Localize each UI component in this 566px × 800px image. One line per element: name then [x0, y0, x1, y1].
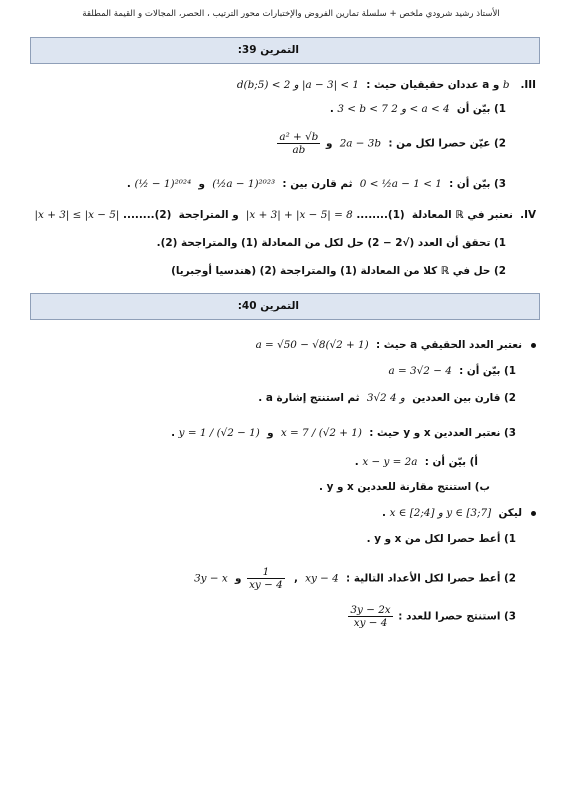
ex40-q3a-end: .	[354, 456, 359, 468]
inequality-2: |x + 3| ≤ |x − 5|	[34, 209, 120, 221]
part4-q1-text: 1) تحقق أن العدد (√2 − 2) حل لكل من المعادلة (1) والمتراجحة (2).	[156, 237, 506, 249]
ex40-q1-label: 1) بيّن أن :	[459, 365, 516, 377]
ex40-s3-fraction-denominator: xy − 4	[353, 617, 388, 629]
ex40-q3-label: 3) نعتبر العددين x و y حيث :	[369, 427, 516, 439]
part3-intro-text: و a عددان حقيقيان حيث :	[366, 79, 500, 91]
ex40-q3-end: .	[171, 427, 176, 439]
q1-end: .	[329, 103, 334, 115]
ex40-q3a	[355, 455, 478, 469]
ex40-q3a-label: أ) بيّن أن :	[424, 456, 478, 468]
ex40-s2: 2) أعط حصرا لكل الأعداد التالية : xy − 4 , $\frac{1}{xy - 4}$ و 3y − x	[194, 566, 516, 591]
bullet-1	[531, 343, 536, 348]
ex40-s2-expr-3: 3y − x	[194, 572, 228, 585]
q2-fraction-numerator: a² + √b	[279, 131, 319, 143]
page-header	[30, 9, 552, 25]
ex40-s3-fraction-numerator: 3y − 2x	[350, 604, 391, 616]
ex40-b2-end: .	[381, 507, 386, 519]
ex40-intro-text: نعتبر العدد الحقيقي a حيث :	[375, 339, 522, 351]
ex40-b2-math: x ∈ [2;4] و y ∈ [3;7]	[389, 507, 492, 519]
ex40-s2-expr-1: xy − 4	[305, 572, 339, 585]
ex40-s2-fraction	[247, 566, 285, 591]
part4-and-inequality: و المتراجحة	[178, 209, 239, 221]
ex40-s1	[367, 532, 516, 546]
ex39-part4-q2	[171, 264, 506, 278]
q2-fraction-denominator: ab	[292, 144, 306, 156]
header-text: الأستاذ رشيد شرودي ملخص + سلسلة تمارين الفروض والإختبارات محور الترتيب ، الحصر، المجالات و القيمة المطلقة	[82, 9, 500, 19]
q3-then: ثم قارن بين :	[282, 178, 353, 190]
part4-intro-text: نعتبر في ℝ المعادلة	[411, 209, 513, 221]
part3-number: III.	[520, 79, 536, 91]
ex40-s3	[346, 604, 516, 629]
ex40-s1-text: 1) أعط حصرا لكل من x و y .	[366, 533, 516, 545]
part4-q2-text: 2) حل في ℝ كلا من المعادلة (1) والمتراجحة (2) (هندسيا أوجبريا)	[171, 265, 506, 277]
ex40-b2-intro	[382, 506, 522, 520]
ex40-q3-x-def: x = 7 / (√2 + 1)	[280, 427, 362, 439]
ex40-b2-label: ليكن	[498, 507, 522, 519]
exercise-40-title-box	[30, 293, 540, 320]
ex39-q3	[127, 177, 506, 191]
ex40-a-definition: a = √50 − √8(√2 + 1)	[255, 339, 369, 351]
q2-fraction	[277, 131, 320, 156]
q3-compare-2: (½ − 1)²⁰²⁴	[134, 178, 192, 190]
ex39-q2	[275, 131, 506, 156]
ex40-intro	[256, 338, 522, 352]
q3-end: .	[126, 178, 131, 190]
var-b: b	[502, 79, 510, 91]
exercise-40-title: التمرين 40:	[237, 300, 299, 312]
exercise-39-title-box	[30, 37, 540, 64]
q3-and: و	[198, 178, 205, 190]
ex40-q3-and: و	[267, 427, 274, 439]
ex40-s2-fraction-numerator: 1	[247, 566, 285, 579]
ex40-q3-y-def: y = 1 / (√2 − 1)	[178, 427, 260, 439]
ex40-q1	[389, 364, 516, 378]
bullet-2	[531, 511, 536, 516]
ex40-s3-label: 3) استنتج حصرا للعدد :	[398, 610, 516, 623]
inequality-2-label: (2)........	[123, 209, 172, 221]
ex40-s3-fraction	[348, 604, 392, 629]
ex40-q3b	[319, 480, 490, 494]
ex40-q2	[258, 391, 516, 405]
q3-math: 0 < ½a − 1 < 1	[359, 178, 442, 190]
q1-math: 3 < b < 7 و 2 < a < 4	[337, 103, 450, 115]
q2-expr-1: 2a − 3b	[339, 137, 382, 150]
ex39-q1	[330, 102, 506, 116]
q2-label: 2) عيّن حصرا لكل من :	[388, 137, 506, 150]
q1-label: 1) بيّن أن	[456, 103, 506, 115]
ex40-q3b-text: ب) استنتج مقارنة للعددين x و y .	[318, 481, 490, 493]
ex40-s2-label: 2) أعط حصرا لكل الأعداد التالية :	[346, 572, 516, 585]
ex40-q3	[171, 426, 516, 440]
ex40-s2-and: و	[234, 572, 242, 585]
equation-1-label: (1)........	[356, 209, 405, 221]
q3-compare-1: (½a − 1)²⁰²³	[212, 178, 276, 190]
ex39-part4-q1	[157, 236, 506, 250]
ex39-part3-intro	[237, 78, 536, 92]
q3-label: 3) بيّن أن :	[449, 178, 506, 190]
ex40-s2-fraction-denominator: xy − 4	[249, 579, 283, 591]
part4-number: IV.	[520, 209, 536, 221]
ex40-q2-math: 3√2 و 4	[366, 392, 405, 404]
exercise-39-title: التمرين 39:	[237, 44, 299, 56]
q2-and: و	[325, 137, 333, 150]
ex40-q2-tail: ثم استنتج إشارة a .	[258, 392, 360, 404]
ex40-q1-math: a = 3√2 − 4	[388, 365, 452, 377]
part3-condition: d(b;5) < 2 و |a − 3| < 1	[236, 79, 360, 91]
ex39-part4-intro	[35, 208, 536, 222]
ex40-q3a-math: x − y = 2a	[362, 456, 418, 468]
ex40-q2-label: 2) قارن بين العددين	[412, 392, 516, 404]
equation-1: |x + 3| + |x − 5| = 8	[245, 209, 353, 221]
